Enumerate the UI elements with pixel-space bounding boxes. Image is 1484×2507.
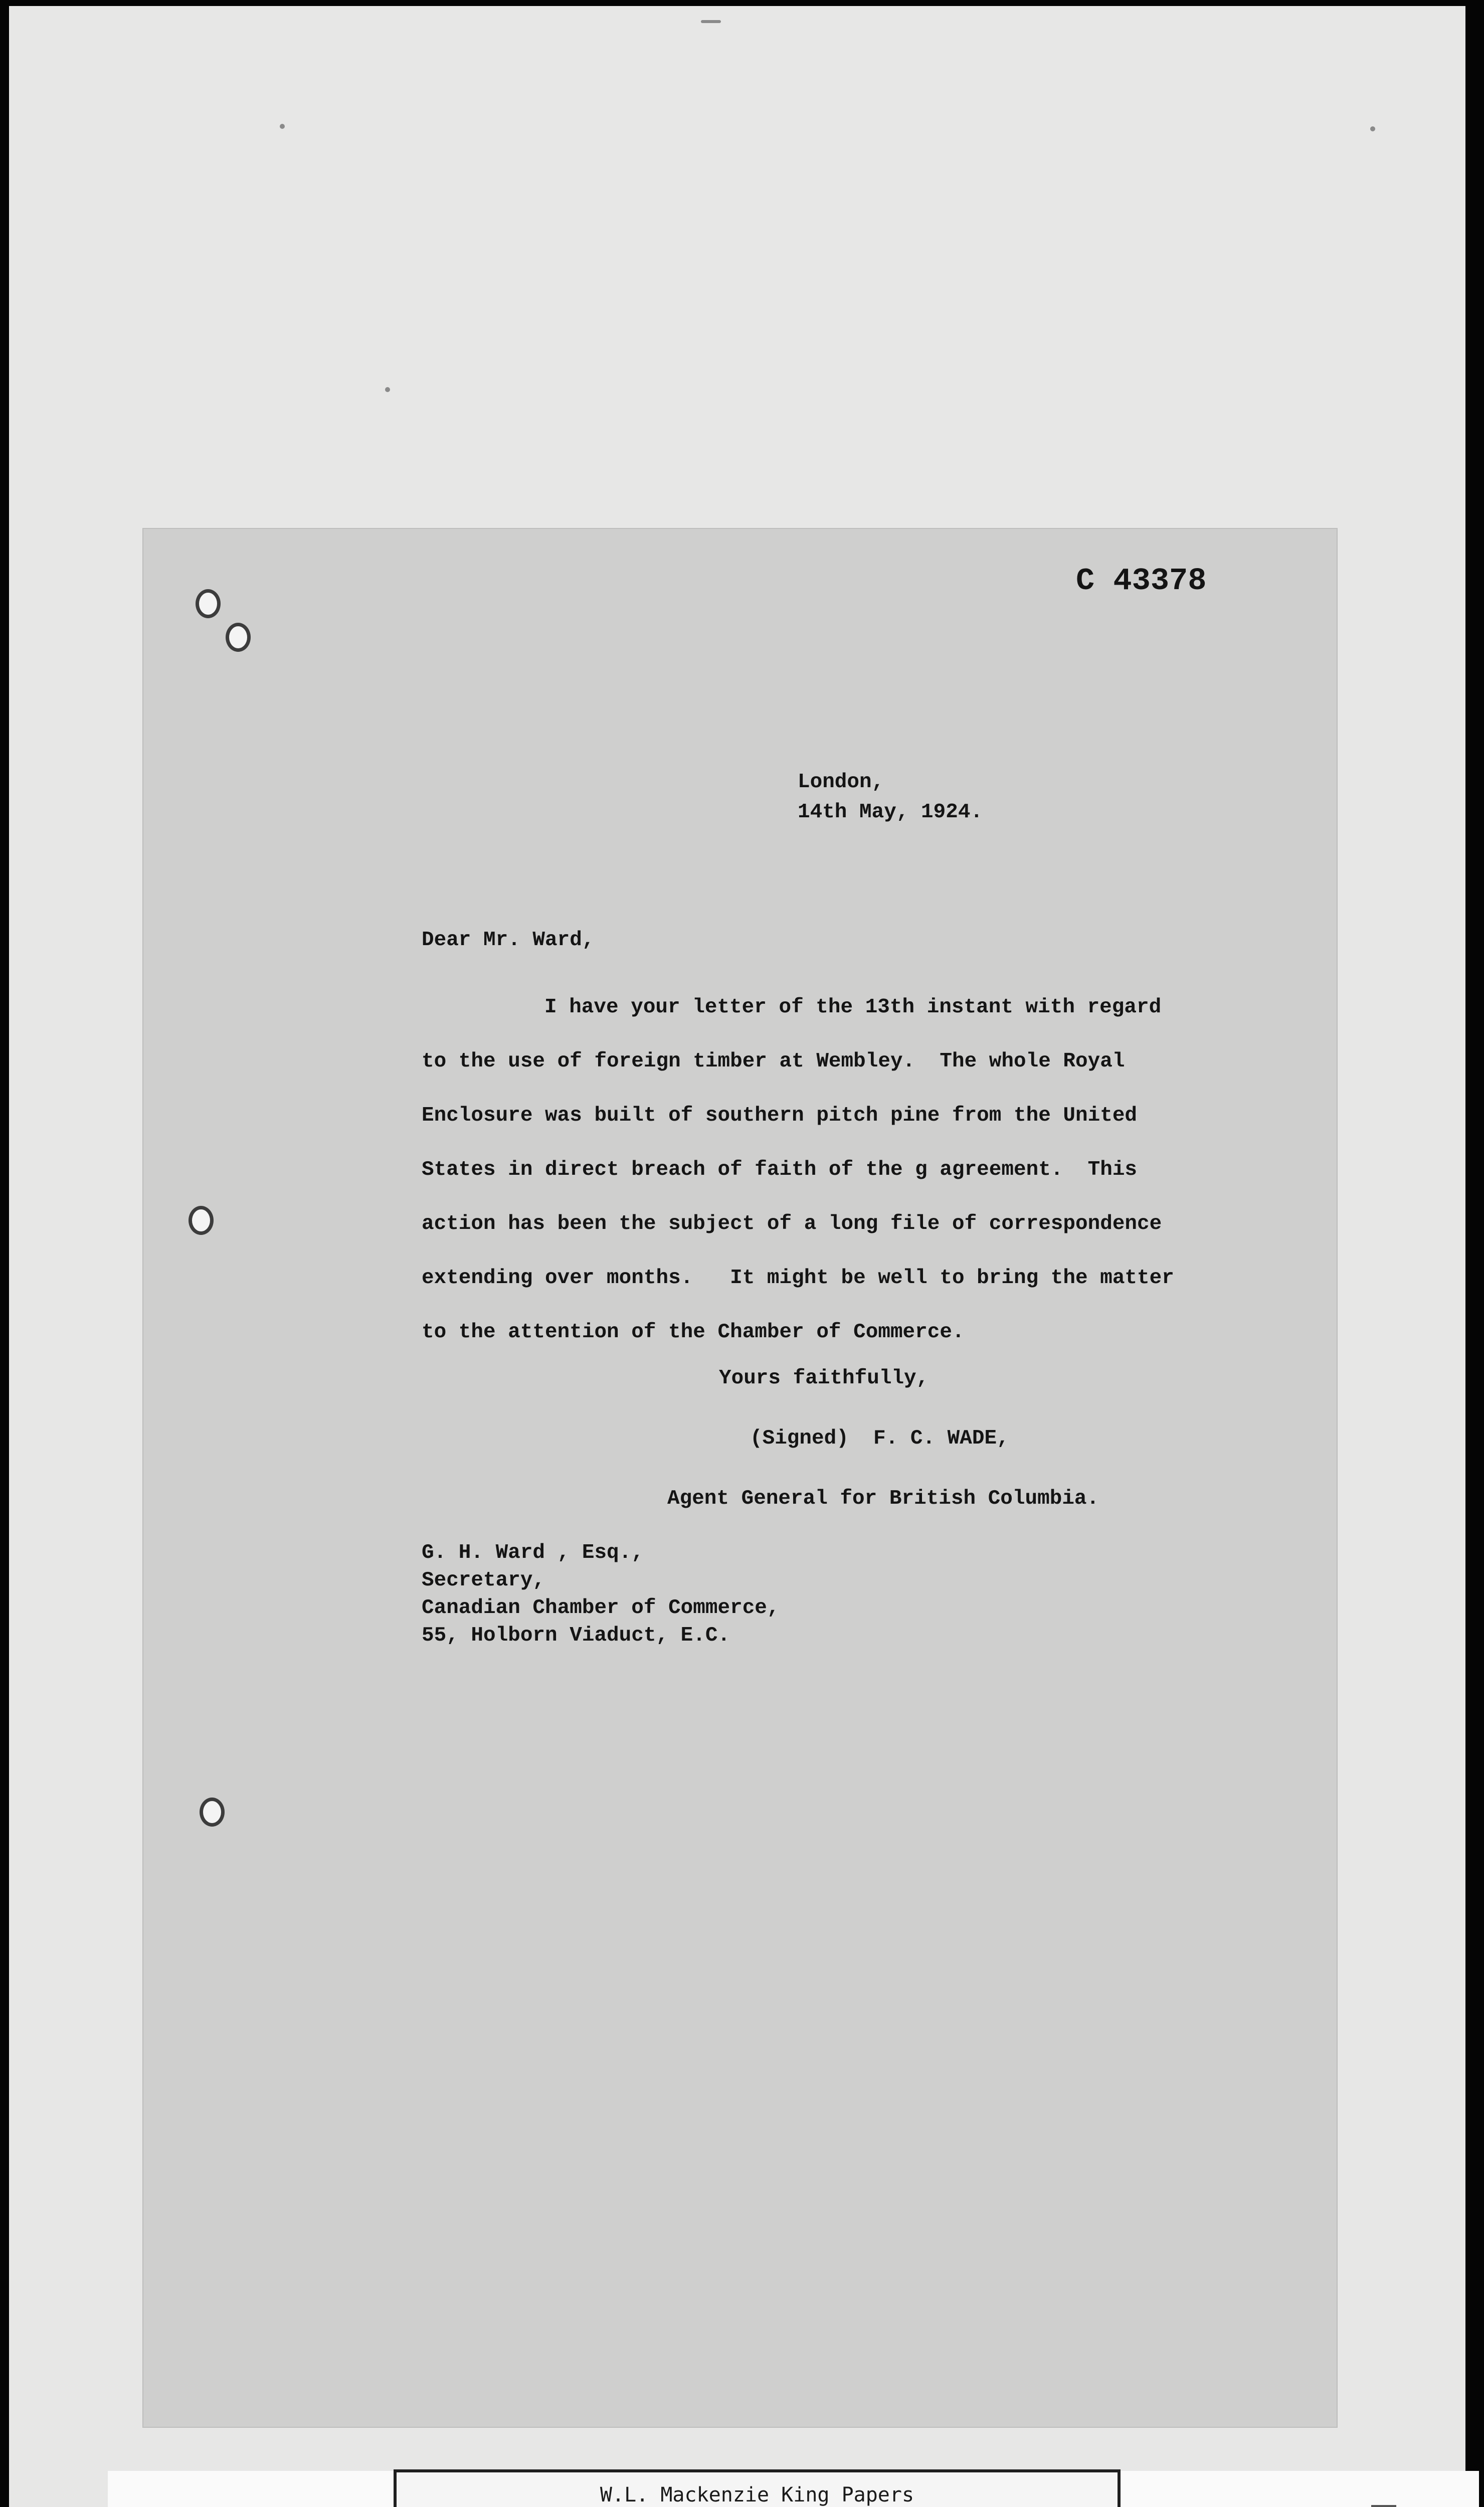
recipient-line: Secretary,	[422, 1569, 545, 1592]
mount-corner	[1371, 2505, 1396, 2507]
body-line: to the attention of the Chamber of Commerce.	[422, 1321, 965, 1344]
letter-place: London,	[798, 771, 884, 794]
body-line: action has been the subject of a long file of correspondence	[422, 1212, 1162, 1235]
collection-name: W.L. Mackenzie King Papers	[600, 2483, 914, 2506]
signature: (Signed) F. C. WADE,	[750, 1427, 1009, 1450]
body-line: I have your letter of the 13th instant with regard	[544, 996, 1162, 1019]
body-line: to the use of foreign timber at Wembley. The whole Royal	[422, 1050, 1125, 1073]
letter-date: 14th May, 1924.	[798, 801, 983, 824]
punch-hole	[196, 589, 221, 618]
punch-hole	[189, 1206, 214, 1235]
closing: Yours faithfully,	[719, 1367, 929, 1390]
mount-speck	[385, 387, 390, 392]
letter-sheet	[143, 529, 1337, 2427]
body-line: States in direct breach of faith of the g agreement. This	[422, 1158, 1138, 1181]
body-line: Enclosure was built of southern pitch pine from the United	[422, 1104, 1138, 1127]
punch-hole	[200, 1798, 225, 1827]
reference-number: C 43378	[1076, 563, 1207, 599]
mount-speck	[1370, 126, 1375, 131]
signer-title: Agent General for British Columbia.	[667, 1487, 1099, 1510]
body-line: extending over months. It might be well to bring the matter	[422, 1267, 1174, 1290]
recipient-line: Canadian Chamber of Commerce,	[422, 1596, 780, 1620]
collection-label	[394, 2469, 1121, 2507]
recipient-line: G. H. Ward , Esq.,	[422, 1541, 644, 1564]
mount-mark	[701, 20, 721, 23]
mount-speck	[280, 124, 285, 129]
salutation: Dear Mr. Ward,	[422, 929, 595, 952]
punch-hole	[226, 623, 251, 652]
recipient-line: 55, Holborn Viaduct, E.C.	[422, 1624, 730, 1647]
